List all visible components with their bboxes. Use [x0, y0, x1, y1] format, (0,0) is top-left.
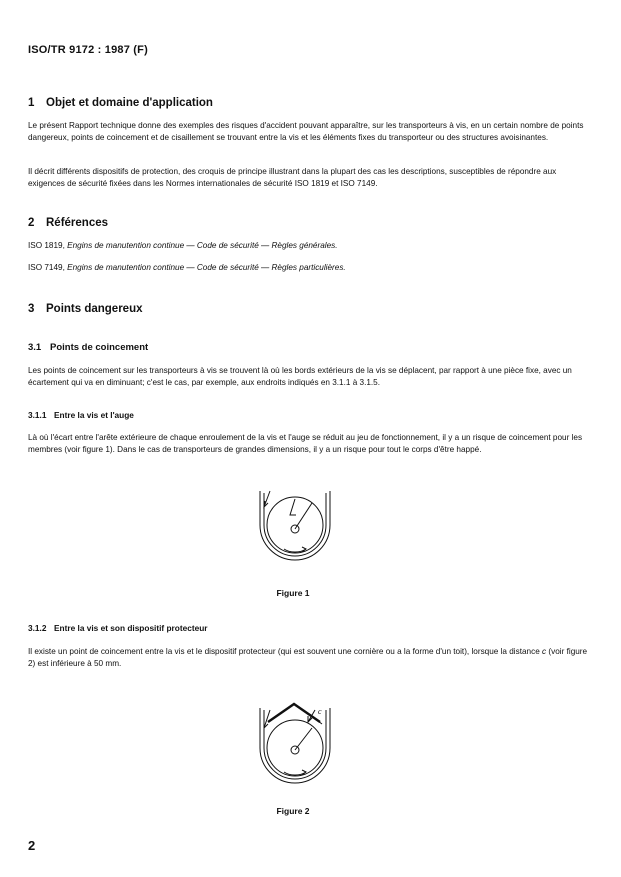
- screw-radius-line: [295, 728, 312, 750]
- screw-circle: [267, 720, 323, 776]
- paragraph: Il décrit différents dispositifs de protection, des croquis de principe illustrant dans la plupart des cas les descriptions, susceptibles de répondre aux exigences de sécurité fixées dans les Normes internationales de sécurité ISO 1819 et ISO 7149.: [28, 167, 557, 188]
- section-number: 3.1.2: [28, 623, 47, 633]
- section-1-heading: [28, 97, 213, 109]
- distance-label: c: [318, 707, 322, 716]
- section-number: 3.1: [28, 342, 42, 353]
- paragraph: [28, 646, 594, 669]
- reference-code: ISO 7149,: [28, 263, 65, 272]
- figure-1-caption: Figure 1: [276, 588, 310, 598]
- reference-item: [28, 241, 338, 250]
- section-number: 3.1.1: [28, 410, 47, 420]
- paragraph: Là où l'écart entre l'arête extérieure de chaque enroulement de la vis et l'auge se réduit au jeu de fonctionnement, il y a un risque de coincement pour les membres (voir figure 1). Dans le cas de transporteurs de grandes dimensions, il y a un risque pour tout le corps d'être happé.: [28, 433, 583, 454]
- figure-2-caption: Figure 2: [276, 806, 310, 816]
- figure-1-drawing: [250, 485, 340, 565]
- section-title: Objet et domaine d'application: [46, 97, 213, 109]
- section-title: Points dangereux: [46, 303, 143, 315]
- section-number: 1: [28, 97, 35, 109]
- paragraph-text: Il existe un point de coincement entre la vis et le dispositif protecteur (qui est souvent une cornière ou a la forme d'un toit), lorsque la distance: [28, 647, 543, 656]
- section-3-heading: [28, 303, 143, 315]
- reference-title: Engins de manutention continue — Code de sécurité — Règles générales.: [67, 241, 338, 250]
- figure-2-drawing: [250, 700, 340, 790]
- paragraph: Les points de coincement sur les transporteurs à vis se trouvent là où les bords extérieurs de la vis se déplacent, par rapport à une pièce fixe, avec un écartement qui va en diminuant; c'est le cas, par exemple, aux endroits indiqués en 3.1.1 à 3.1.5.: [28, 366, 572, 387]
- section-number: 2: [28, 217, 35, 229]
- page-number: 2: [28, 838, 36, 853]
- reference-title: Engins de manutention continue — Code de sécurité — Règles particulières.: [67, 263, 346, 272]
- section-title: Points de coincement: [50, 342, 149, 353]
- roof-guard: [268, 704, 320, 722]
- section-title: Références: [46, 217, 109, 229]
- subsection-3-1-2-heading: [28, 623, 208, 633]
- section-title: Entre la vis et son dispositif protecteur: [54, 623, 208, 633]
- section-title: Entre la vis et l'auge: [54, 410, 134, 420]
- variable: c: [542, 647, 547, 656]
- reference-item: [28, 263, 346, 272]
- pinch-arrow: [308, 710, 315, 722]
- paragraph: Le présent Rapport technique donne des exemples des risques d'accident pouvant apparaître, sur les transporteurs à vis, en un certain nombre de points dangereux, points de coincement et de cisaillement se trouvant entre la vis et les éléments fixes du transporteur ou des structures avoisinantes.: [28, 121, 584, 142]
- screw-blade: [290, 499, 296, 515]
- screw-radius-line: [295, 503, 312, 529]
- reference-code: ISO 1819,: [28, 241, 65, 250]
- document-header: ISO/TR 9172 : 1987 (F): [28, 44, 148, 56]
- section-number: 3: [28, 303, 35, 315]
- section-2-heading: [28, 217, 108, 229]
- subsection-3-1-1-heading: [28, 410, 134, 420]
- subsection-3-1-heading: [28, 342, 148, 353]
- distance-marker: [314, 718, 322, 724]
- paragraph-text: (voir figure 2) est inférieure à 50 mm.: [28, 647, 588, 668]
